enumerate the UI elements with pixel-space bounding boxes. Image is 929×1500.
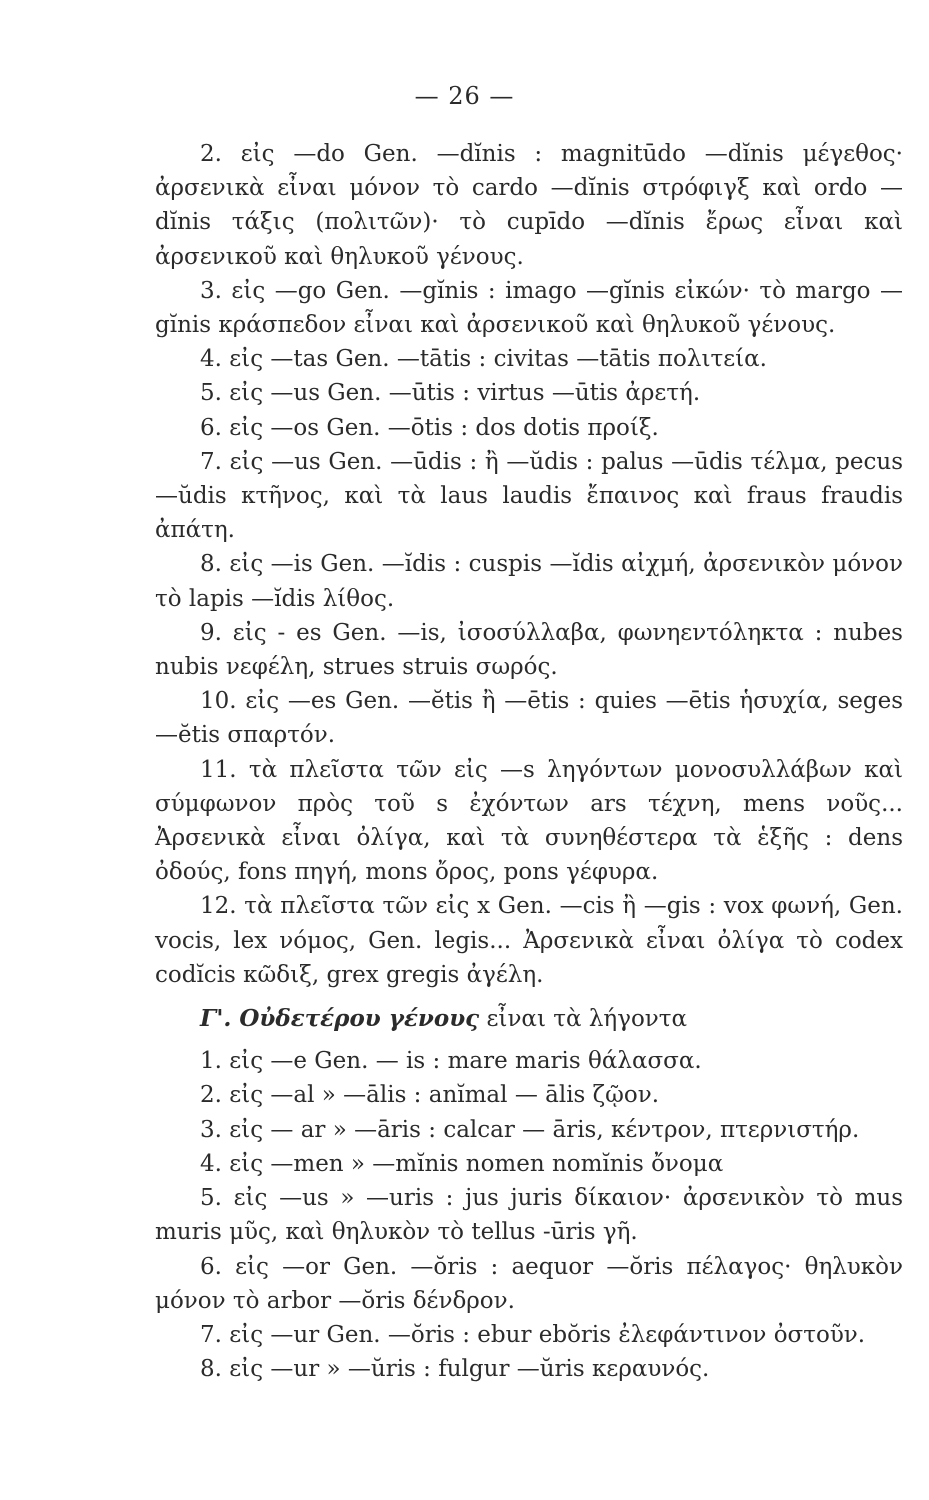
- list-item-b-2: 2. εἰς —do Gen. —dĭnis : magnitūdo —dĭnis μέγεθος· ἀρσενικὰ εἶναι μόνον τὸ cardo —dĭnis στρόφιγξ καὶ ordo —dĭnis τάξις (πολιτῶν)· τὸ cupīdo —dĭnis ἔρως εἶναι καὶ ἀρσενικοῦ καὶ θηλυκοῦ γένους.: [155, 141, 903, 270]
- list-item-c-5: 5. εἰς —us » —uris : jus juris δίκαιον· ἀρσενικὸν τὸ mus muris μῦς, καὶ θηλυκὸν τὸ tellus -ūris γῆ.: [155, 1185, 903, 1246]
- list-item-c-8: 8. εἰς —ur » —ŭris : fulgur —ŭris κεραυνός.: [200, 1356, 710, 1383]
- list-item-b-9: 9. εἰς - es Gen. —is, ἰσοσύλλαβα, φωνηεντόληκτα : nubes nubis νεφέλη, strues struis σωρός.: [155, 619, 903, 681]
- list-item-b-12: 12. τὰ πλεῖστα τῶν εἰς x Gen. —cis ἢ —gis : vox φωνή, Gen. vocis, lex νόμος, Gen. legis... Ἀρσενικὰ εἶναι ὀλίγα τὸ codex codĭcis κῶδιξ, grex gregis ἀγέλη.: [155, 893, 903, 988]
- list-item-c-4: 4. εἰς —men » —mĭnis nomen nomĭnis ὄνομα: [200, 1150, 724, 1177]
- list-item-b-11: 11. τὰ πλεῖστα τῶν εἰς —s ληγόντων μονοσυλλάβων καὶ σύμφωνον πρὸς τοῦ s ἐχόντων ars τέχνη, mens νοῦς... Ἀρσενικὰ εἶναι ὀλίγα, καὶ τὰ συνηθέστερα τὰ ἑξῆς : dens ὀδούς, fons πηγή, mons ὄρος, pons γέφυρα.: [155, 756, 903, 886]
- list-item-b-4: 4. εἰς —tas Gen. —tātis : civitas —tātis πολιτεία.: [200, 346, 767, 373]
- list-item-b-6: 6. εἰς —os Gen. —ōtis : dos dotis προίξ.: [200, 414, 659, 441]
- list-item-c-7: 7. εἰς —ur Gen. —ŏris : ebur ebŏris ἐλεφάντινον ὀστοῦν.: [200, 1321, 866, 1348]
- section-heading-bold: Γ'. Οὐδετέρου γένους: [200, 1005, 480, 1033]
- list-item-b-10: 10. εἰς —es Gen. —ĕtis ἢ —ētis : quies —ētis ἡσυχία, seges —ĕtis σπαρτόν.: [155, 688, 903, 749]
- section-heading-rest: εἶναι τὰ λήγοντα: [479, 1006, 688, 1033]
- list-item-c-6: 6. εἰς —or Gen. —ŏris : aequor —ŏris πέλαγος· θηλυκὸν μόνον τὸ arbor —ŏris δένδρον.: [155, 1253, 903, 1314]
- list-item-b-7: 7. εἰς —us Gen. —ūdis : ἢ —ŭdis : palus —ūdis τέλμα, pecus —ŭdis κτῆνος, καὶ τὰ laus laudis ἔπαινος καὶ fraus fraudis ἀπάτη.: [155, 448, 903, 544]
- list-item-b-5: 5. εἰς —us Gen. —ūtis : virtus —ūtis ἀρετή.: [200, 380, 701, 407]
- list-item-c-1: 1. εἰς —e Gen. — is : mare maris θάλασσα.: [200, 1048, 702, 1075]
- list-item-c-2: 2. εἰς —al » —ālis : anĭmal — ālis ζῷον.: [200, 1082, 660, 1109]
- section-heading-neuter: [155, 1002, 903, 1036]
- list-item-b-8: 8. εἰς —is Gen. —ĭdis : cuspis —ĭdis αἰχμή, ἀρσενικὸν μόνον τὸ lapis —ĭdis λίθος.: [155, 551, 903, 612]
- list-item-b-3: 3. εἰς —go Gen. —gĭnis : imago —gĭnis εἰκών· τὸ margo —gĭnis κράσπεδον εἶναι καὶ ἀρσενικοῦ καὶ θηλυκοῦ γένους.: [155, 277, 903, 339]
- page-number: — 26 —: [414, 82, 515, 110]
- body-text: [155, 137, 903, 1386]
- list-item-c-3: 3. εἰς — ar » —āris : calcar — āris, κέντρον, πτερνιστήρ.: [200, 1116, 860, 1143]
